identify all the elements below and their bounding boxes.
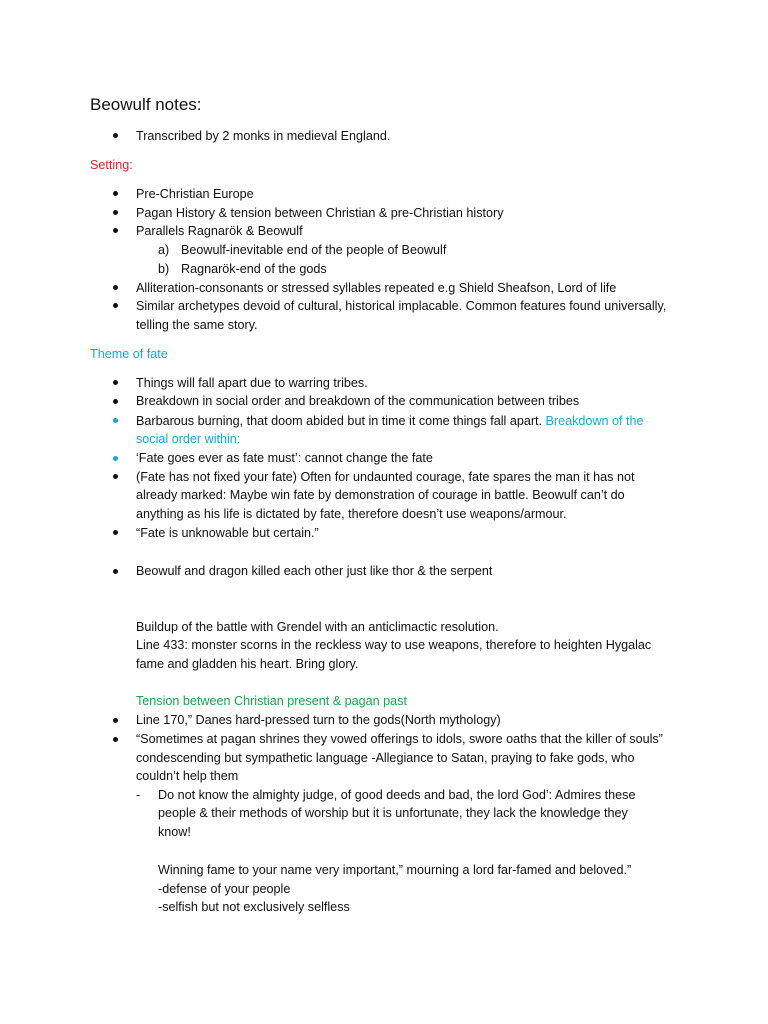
fate-item: (Fate has not fixed your fate) Often for undaunted courage, fate spares the man it has not bbox=[136, 470, 635, 484]
setting-item: Pagan History & tension between Christian & pre-Christian history bbox=[136, 206, 504, 220]
bullet-icon bbox=[113, 474, 118, 479]
bullet-icon bbox=[113, 303, 118, 308]
bullet-icon bbox=[113, 418, 118, 423]
tension-item: “Sometimes at pagan shrines they vowed offerings to idols, swore oaths that the killer of souls” bbox=[136, 732, 663, 746]
fate-item: ‘Fate goes ever as fate must’: cannot change the fate bbox=[136, 451, 433, 465]
fate-item: Things will fall apart due to warring tribes. bbox=[136, 376, 368, 390]
paragraph: Buildup of the battle with Grendel with an anticlimactic resolution. bbox=[136, 620, 499, 634]
dash-item: Winning fame to your name very important,” mourning a lord far-famed and beloved.” bbox=[158, 863, 632, 877]
tension-item-cont: couldn’t help them bbox=[136, 769, 239, 783]
fate-item: Breakdown in social order and breakdown of the communication between tribes bbox=[136, 394, 580, 408]
setting-item-cont: telling the same story. bbox=[136, 318, 258, 332]
setting-item: Alliteration-consonants or stressed syllables repeated e.g Shield Sheafson, Lord of life bbox=[136, 281, 617, 295]
fate-item: “Fate is unknowable but certain.” bbox=[136, 526, 319, 540]
dash-item: -selfish but not exclusively selfless bbox=[158, 900, 350, 914]
fate-item: Beowulf and dragon killed each other just like thor & the serpent bbox=[136, 564, 493, 578]
bullet-icon bbox=[113, 737, 118, 742]
tension-heading: Tension between Christian present & pagan past bbox=[136, 694, 407, 708]
fate-item-cont: anything as his life is dictated by fate, therefore doesn’t use weapons/armour. bbox=[136, 507, 567, 521]
bullet-icon bbox=[113, 399, 118, 404]
setting-heading: Setting: bbox=[90, 158, 133, 172]
intro-text: Transcribed by 2 monks in medieval England. bbox=[136, 129, 391, 143]
fate-item-cont: social order within: bbox=[136, 432, 241, 446]
setting-item: Pre-Christian Europe bbox=[136, 187, 254, 201]
paragraph: Line 433: monster scorns in the reckless way to use weapons, therefore to heighten Hygalac bbox=[136, 638, 652, 652]
fate-item-cont: already marked: Maybe win fate by demonstration of courage in battle. Beowulf can’t do bbox=[136, 488, 625, 502]
bullet-icon bbox=[113, 456, 118, 461]
fate-item-text: Barbarous burning, that doom abided but in time it come things fall apart. bbox=[136, 414, 546, 428]
bullet-icon bbox=[113, 380, 118, 385]
bullet-icon bbox=[113, 530, 118, 535]
setting-item: Similar archetypes devoid of cultural, historical implacable. Common features found universally, bbox=[136, 299, 667, 313]
fate-item bbox=[136, 412, 644, 431]
bullet-icon bbox=[113, 718, 118, 723]
dash-item-cont: people & their methods of worship but it is unfortunate, they lack the knowledge they bbox=[158, 806, 628, 820]
sub-marker: a) bbox=[158, 243, 170, 257]
sub-item: Ragnarök-end of the gods bbox=[181, 262, 327, 276]
sub-item: Beowulf-inevitable end of the people of Beowulf bbox=[181, 243, 447, 257]
bullet-icon bbox=[113, 191, 118, 196]
dash-marker: - bbox=[136, 788, 141, 802]
tension-item: Line 170,” Danes hard-pressed turn to the gods(North mythology) bbox=[136, 713, 501, 727]
dash-item-cont: know! bbox=[158, 825, 191, 839]
bullet-icon bbox=[113, 133, 118, 138]
sub-marker: b) bbox=[158, 262, 170, 276]
document-title: Beowulf notes: bbox=[90, 95, 202, 114]
dash-item: Do not know the almighty judge, of good deeds and bad, the lord God’: Admires these bbox=[158, 788, 636, 802]
bullet-icon bbox=[113, 569, 118, 574]
fate-item-highlight: Breakdown of the bbox=[545, 414, 644, 428]
fate-heading: Theme of fate bbox=[90, 347, 168, 361]
dash-item: -defense of your people bbox=[158, 882, 291, 896]
bullet-icon bbox=[113, 285, 118, 290]
paragraph: fame and gladden his heart. Bring glory. bbox=[136, 657, 359, 671]
setting-item: Parallels Ragnarök & Beowulf bbox=[136, 224, 303, 238]
tension-item-cont: condescending but sympathetic language -Allegiance to Satan, praying to fake gods, who bbox=[136, 751, 635, 765]
bullet-icon bbox=[113, 210, 118, 215]
bullet-icon bbox=[113, 228, 118, 233]
